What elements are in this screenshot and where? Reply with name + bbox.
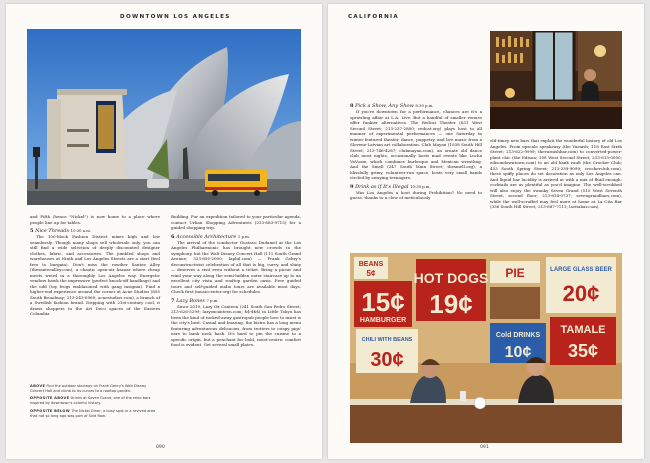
- left-column-2: [171, 214, 301, 348]
- sign-text: TAMALE: [560, 324, 606, 336]
- section-number: 6: [171, 233, 175, 240]
- sign-price: 19¢: [429, 289, 473, 319]
- paragraph: and Fifth (hence "Nickel") is now home to a place where people line up for tables.: [30, 214, 160, 225]
- sign-price: 35¢: [567, 341, 599, 361]
- sign-text: LARGE GLASS BEER: [550, 267, 612, 273]
- caption-label: OPPOSITE ABOVE: [30, 396, 70, 401]
- caption: [30, 396, 160, 405]
- section-time: 1 p.m.: [237, 233, 250, 239]
- sign-price: 5¢: [366, 269, 376, 278]
- sign-text: BEANS: [358, 261, 384, 268]
- sign-text: CHILI WITH BEANS: [361, 337, 413, 343]
- running-head-right: CALIFORNIA: [348, 14, 400, 20]
- section-time: 8:30 p.m.: [415, 103, 434, 108]
- caption-text: The Nickel Diner, a busy spot in a revived area that not so long ago was part of Skid Row.: [30, 408, 156, 418]
- photo-captions: [30, 384, 160, 421]
- section-number: 5: [30, 228, 34, 234]
- paragraph: Was Los Angeles a hoot during Prohibition? No need to guess, thanks to a clew of meticulously: [350, 189, 482, 200]
- sign-hot-dogs: [414, 259, 489, 321]
- section-time: 10:30 a.m.: [70, 228, 92, 233]
- diner-photo: [350, 253, 622, 443]
- nickel-diner-illustration: [350, 253, 622, 443]
- paragraph: Building. For an expedition tailored to your particular agenda, contact Urban Shopping Adventures (213-683-9715) for a guided shopping trip.: [171, 214, 301, 230]
- right-column-1: [350, 100, 482, 201]
- caption-label: OPPOSITE BELOW: [30, 408, 71, 413]
- running-head-left: DOWNTOWN LOS ANGELES: [120, 14, 231, 20]
- paragraph: The arrival of the conductor Gustavo Dudamel at the Los Angeles Philharmonic has brought new crowds to the symphony, but the Walt Disney Concert Hall (111 South Grand Avenue; 323-850-2000; laphil.com) — Frank Gehry's deconstructivist celebration of all that is big, curvy, and shiny — deserves a visit even without a ticket. Bring a picnic and wind your way along the semi-hidden outer staircase up to an excellent city vista and rooftop garden oasis. Free guided tours and self-guided audio tours are available most days. Check first (musiccenter.org) for schedules.: [171, 239, 301, 294]
- page-number-right: 091: [480, 445, 489, 450]
- section-time: 7 p.m.: [206, 297, 219, 303]
- paragraph: If you're downtown for a performance, chances are it's a sprawling affair at L.A. Live. But a handful of smaller venues offer funkier alternatives. The Redcat Theater (631 West Second Street; 213-237-2800; redcat.org) plays host to all manner of experimental performances — one Saturday in winter featured theater, dance, puppetry, and live music from a Slovene-Latvian art collaboration. Club Mayan (1038 South Hill Street; 213-746-4287; clubmayan.com), an ornate old dance club most nights, occasionally hosts mad events like Lucha VaVoom, which combines burlesque and Mexican wrestling. And the Smell (247 South Main Street; thesmell.org), a blissfully grimy, volunteer-run space, hosts very small bands circled by swaying teenagers.: [350, 109, 482, 180]
- left-column-1: [30, 214, 160, 317]
- section-number: 9: [350, 183, 354, 190]
- sign-large-beer: [546, 257, 616, 313]
- sign-cold-drinks: [490, 323, 546, 363]
- sign-text: HAMBURGER: [359, 317, 407, 324]
- section-title: Nice Threads: [35, 228, 70, 234]
- sign-pie: [490, 261, 540, 283]
- caption-text: Drinks at Seven Grand, one of the retro bars inspired by downtown's colorful history.: [30, 396, 151, 406]
- caption-text: Find the outdoor stairway on Frank Gehry's Walt Disney Concert Hall and climb to its curves to a rooftop garden.: [30, 384, 147, 393]
- section-title: Accessible Architecture: [176, 233, 237, 240]
- sign-text: PIE: [505, 266, 525, 280]
- sign-text: HOT DOGS: [413, 270, 489, 286]
- sign-hamburger: [354, 281, 412, 327]
- caption: [30, 384, 160, 393]
- sign-chili: [356, 329, 418, 373]
- sign-text: Cold DRINKS: [495, 332, 541, 339]
- section-number: 7: [171, 297, 175, 304]
- bar-photo: [490, 31, 622, 129]
- sign-beans: [354, 257, 388, 279]
- right-column-2: [490, 138, 622, 210]
- sign-price: 10¢: [504, 344, 532, 361]
- page-number-left: 090: [156, 445, 165, 450]
- section-title: Pick a Show, Any Show: [355, 103, 414, 109]
- paragraph: Since 2010, Lazy Ox Canteen (241 South San Pedro Street; 213-626-5299; lazyoxcanteen.com; $$-$$$) in Little Tokyo has been the kind of tucked-away gastropub people love to insist is the city's best. Casual and buzzing, the bistro has a long menu featuring adventurous delicacies, from trotters to crispy pigs' ears to lamb neck hash. It's hard to pin the cuisine to a specific origin, but a penchant for bold, meat-centric comfort food is evident. Get several small plates.: [171, 303, 301, 347]
- caption: [30, 409, 160, 418]
- sign-price: 30¢: [370, 349, 404, 371]
- sign-price: 20¢: [562, 281, 600, 306]
- concert-hall-illustration: [27, 29, 301, 205]
- section-number: 8: [350, 103, 354, 109]
- section-title: Lazy Bones: [176, 297, 205, 304]
- section-title: Drink as if It's Illegal: [355, 183, 409, 190]
- right-page: [328, 4, 644, 459]
- concert-hall-photo: [27, 29, 301, 205]
- seven-grand-bar-illustration: [490, 31, 622, 129]
- sign-price: 15¢: [361, 287, 405, 317]
- left-page: [6, 4, 322, 459]
- section-time: 10:30 p.m.: [410, 183, 431, 189]
- sign-tamale: [550, 317, 616, 365]
- paragraph: old-timey new bars that exploit the wonderful history of old Los Angeles. From upscale speakeasy (the Varnish; 118 East Sixth Street; 213-622-9999; thevarnishbar.com) to converted-power-plant chic (the Edison; 108 West Second Street; 213-613-0000; edisondowntown.com) to an old bank vault (the Crocker Club; 453 South Spring Street; 213-239-9099; crockerclub.com), these spiffy places do set decoration as only Los Angeles can. And liquid bar lucidity is arrived at with a mix of fluid enough: cocktails are as plentiful as you'd imagine. The well-scrubbed will also enjoy the swanky Seven Grand (515 West Seventh Street, second floor; 213-614-0737; sevengrandbars.com), while the well-scruffed may feel more at home at La Cita Bar (336 South Hill Street; 213-687-7111; lacitabar.com).: [490, 138, 622, 209]
- paragraph: The 100-block Fashion District mixes high and low seamlessly. Though many shops sell wholesale only, you can still find a wide selection of deeply discounted designer clothes, fabric, and accessories. The jumbled shops and warehouses at Ninth and Los Angeles Streets are a start (feel free to bargain). Don't miss the rowdier Santee Alley (thesanteealley.com), a chaotic open-air bazaar where cheap meets weird in a thoroughly Los Angeles way. Energetic vendors hawk the impressive (perfect knock-off handbags) and the odd (toy frogs emblazoned with gang insignia). Find a higher-end experience around the corner at Acne Studios (855 South Broadway; 213-243-0960; acnestudios.com), a branch of a Swedish fashion brand. Dripping with 21st-century cool, it draws shoppers to the Art Deco spaces of the Eastern Columbia: [30, 234, 160, 316]
- caption-label: ABOVE: [30, 384, 46, 388]
